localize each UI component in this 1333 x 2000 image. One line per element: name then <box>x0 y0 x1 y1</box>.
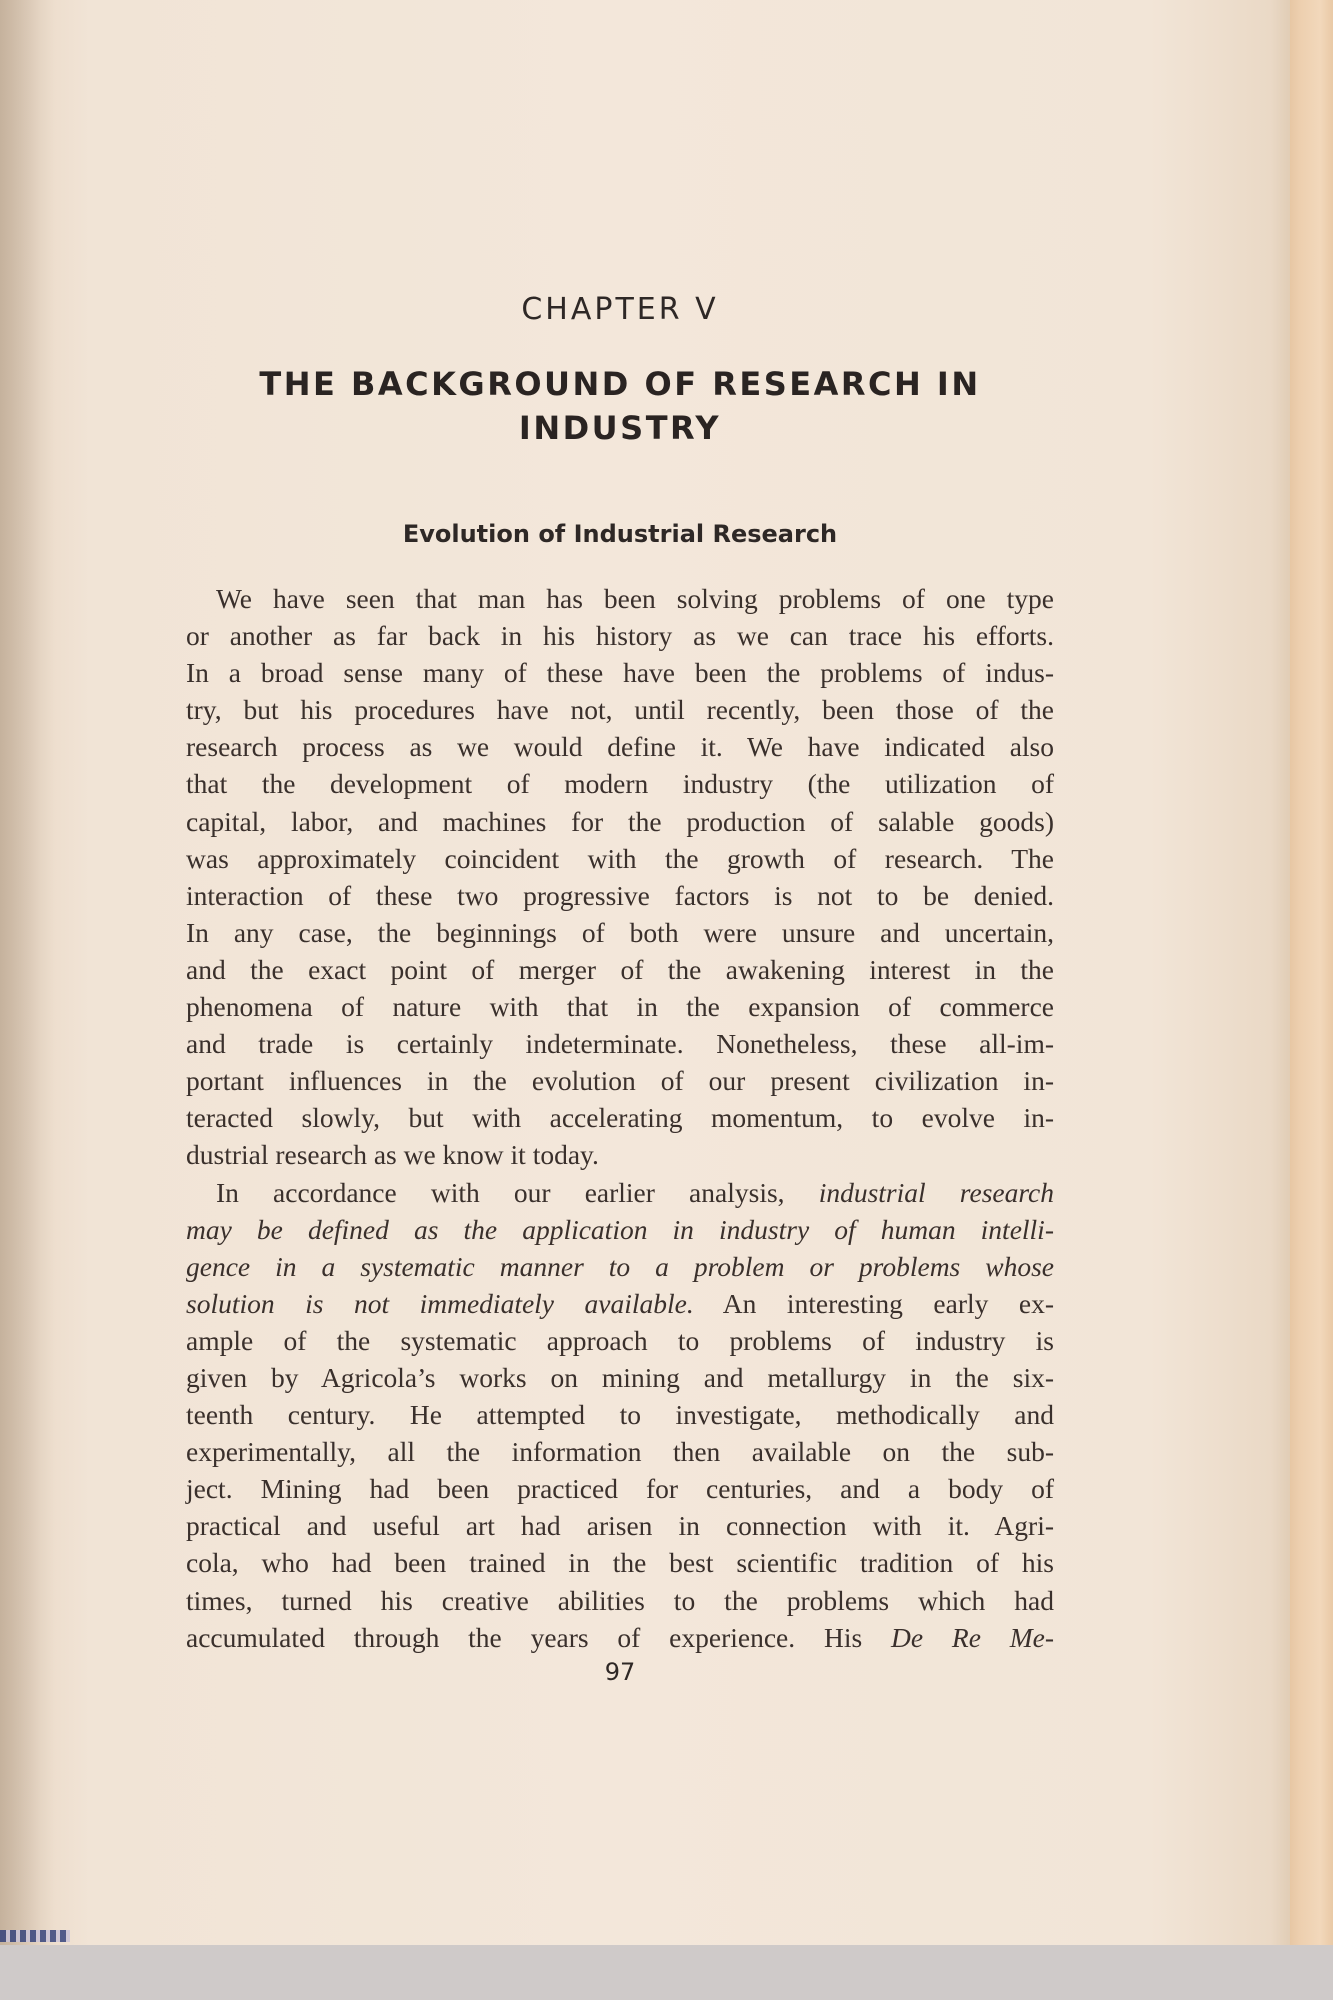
paragraph-line: and the exact point of merger of the awakening interest in the <box>186 953 1054 985</box>
binding-thread <box>0 1930 70 1942</box>
paragraph-1 <box>186 580 1054 1174</box>
paragraph-line: cola, who had been trained in the best scientific tradition of his <box>186 1547 1054 1579</box>
chapter-title <box>186 362 1054 450</box>
italic-text: De Re Me- <box>891 1621 1055 1653</box>
paragraph-line: dustrial research as we know it today. <box>186 1139 599 1171</box>
paragraph-line <box>186 1174 1054 1211</box>
paragraph-line: practical and useful art had arisen in connection with it. Agri- <box>186 1510 1054 1542</box>
chapter-title-line2: INDUSTRY <box>518 409 722 447</box>
page-stack-edge <box>1290 0 1333 1945</box>
paragraph-line: capital, labor, and machines for the production of salable goods) <box>186 805 1054 837</box>
chapter-label: CHAPTER V <box>521 292 719 327</box>
paragraph-line <box>186 1285 1054 1322</box>
paragraph-line: In a broad sense many of these have been the problems of indus- <box>186 657 1054 689</box>
paragraph-line: In any case, the beginnings of both were unsure and uncertain, <box>186 916 1054 948</box>
paragraph-line: that the development of modern industry (the utilization of <box>186 768 1054 800</box>
paragraph-line: ject. Mining had been practiced for centuries, and a body of <box>186 1473 1054 1505</box>
paragraph-line: experimentally, all the information then available on the sub- <box>186 1436 1054 1468</box>
section-heading: Evolution of Industrial Research <box>402 520 838 548</box>
plain-text: accumulated through the years of experience. His <box>186 1621 863 1653</box>
paragraph-line: and trade is certainly indeterminate. Nonetheless, these all-im- <box>186 1028 1054 1060</box>
paragraph-line: ample of the systematic approach to problems of industry is <box>186 1324 1054 1356</box>
paragraph-line: research process as we would define it. We have indicated also <box>186 731 1054 763</box>
paragraph-line: interaction of these two progressive factors is not to be denied. <box>186 879 1054 911</box>
paragraph-line: portant influences in the evolution of our present civilization in- <box>186 1065 1054 1097</box>
italic-text: solution is not immediately available. <box>186 1287 694 1319</box>
paragraph-line: was approximately coincident with the growth of research. The <box>186 842 1054 874</box>
page-number: 97 <box>604 1658 636 1686</box>
paragraph-line: try, but his procedures have not, until recently, been those of the <box>186 694 1054 726</box>
paragraph-line: phenomena of nature with that in the expansion of commerce <box>186 991 1054 1023</box>
paragraph-line: gence in a systematic manner to a problem or problems whose <box>186 1250 1054 1282</box>
plain-text: In accordance with our earlier analysis, <box>216 1176 785 1208</box>
italic-text: industrial research <box>818 1176 1054 1208</box>
body-text <box>186 580 1054 1656</box>
paragraph-line: times, turned his creative abilities to the problems which had <box>186 1584 1054 1616</box>
paragraph-2 <box>186 1174 1054 1656</box>
plain-text: An interesting early ex- <box>722 1287 1055 1319</box>
chapter-title-line1: THE BACKGROUND OF RESEARCH IN <box>259 365 981 403</box>
paragraph-line <box>186 1619 1054 1656</box>
paragraph-line: or another as far back in his history as we can trace his efforts. <box>186 620 1054 652</box>
paragraph-line: may be defined as the application in industry of human intelli- <box>186 1213 1054 1245</box>
paragraph-line: given by Agricola’s works on mining and metallurgy in the six- <box>186 1361 1054 1393</box>
paragraph-line: We have seen that man has been solving problems of one type <box>216 583 1054 614</box>
paragraph-line: teenth century. He attempted to investigate, methodically and <box>186 1399 1054 1431</box>
paragraph-line: teracted slowly, but with accelerating momentum, to evolve in- <box>186 1102 1054 1134</box>
binding-shadow <box>0 0 55 1945</box>
